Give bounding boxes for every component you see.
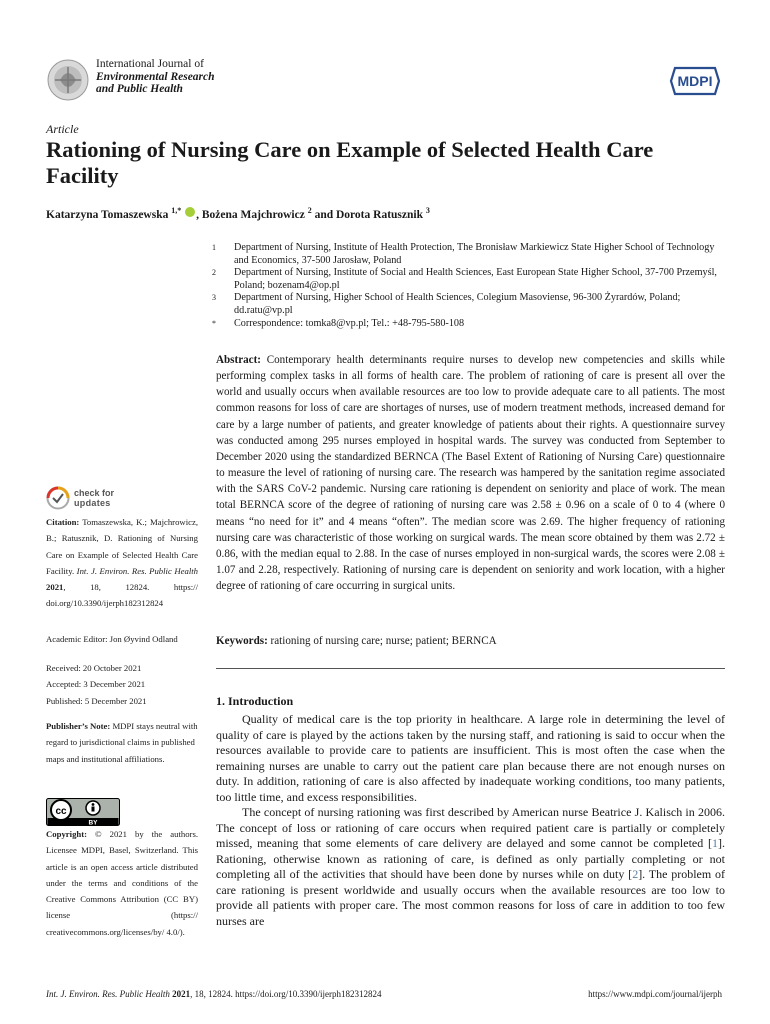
section-divider	[216, 668, 725, 669]
footer-year: 2021	[169, 989, 191, 999]
affiliation-mark: 3	[212, 293, 216, 303]
author-name[interactable]: Dorota Ratusznik	[335, 208, 423, 221]
affiliation-mark: 1	[212, 243, 216, 252]
correspondence-text: Correspondence: tomka8@vp.pl; Tel.: +48-795-580-108	[234, 317, 465, 329]
copyright-text: © 2021 by the authors. Licensee MDPI, Basel, Switzerland. This article is an open access article distributed under the terms and conditions of the Creative Commons Attribution (CC BY) license (https:// creativecommons.org/licenses/by/ 4.0/).	[46, 829, 198, 937]
citation-doi[interactable]: , 18, 12824. https:// doi.org/10.3390/ijerph182312824	[46, 582, 198, 609]
check-for-updates-button[interactable]	[46, 486, 166, 512]
cc-label: BY	[88, 819, 98, 826]
check-updates-icon	[46, 486, 70, 510]
affiliation-text: Department of Nursing, Institute of Health Protection, The Bronisław Markiewicz State Higher School of Technology and Economics, 37-500 Jarosław, Poland	[234, 242, 715, 266]
copyright-notice	[46, 826, 198, 940]
affiliation-text: Department of Nursing, Institute of Social and Health Sciences, East European State Higher School, 37-700 Przemyśl, Poland; bozenam4@op.pl	[234, 267, 717, 291]
article-type: Article	[46, 122, 79, 136]
introduction-body	[216, 712, 725, 929]
author-name[interactable]: Bożena Majchrowicz	[201, 208, 305, 221]
affiliation-item	[212, 292, 727, 317]
keywords	[216, 634, 725, 649]
paragraph	[216, 805, 725, 929]
check-line2: updates	[74, 498, 111, 508]
paragraph-text: The concept of nursing rationing was first described by American nurse Beatrice J. Kalisch in 2006. The concept of loss or rationing of care occurs when required patient care is partially or completely missed, meaning that some elements of care delivery are delayed and some cannot be completed [	[216, 805, 725, 850]
mdpi-logo	[669, 64, 721, 98]
publication-dates	[46, 660, 198, 709]
published-date: Published: 5 December 2021	[46, 695, 147, 706]
paragraph-text: ]. Rationing, otherwise known as rationing of care, is defined as only partially completing or not completing all of the activities that should have been done by nurses while on duty [	[216, 836, 725, 881]
author-affil-mark: 3	[425, 206, 430, 215]
journal-name	[96, 58, 215, 96]
svg-text:cc: cc	[55, 806, 67, 817]
check-line1: check for	[74, 488, 115, 498]
journal-name-line1: International Journal of	[96, 58, 204, 70]
article-title: Rationing of Nursing Care on Example of Selected Health Care Facility	[46, 137, 654, 188]
journal-logo	[46, 58, 90, 102]
citation-ref-link[interactable]: 1	[712, 836, 718, 850]
affiliation-mark: 2	[212, 268, 216, 278]
affiliation-item	[212, 318, 727, 331]
citation-ref-link[interactable]: 2	[632, 867, 639, 881]
affiliation-item	[212, 242, 727, 267]
received-date: Received: 20 October 2021	[46, 663, 142, 673]
cc-by-license-badge[interactable]	[46, 798, 120, 826]
publisher-note-text: MDPI stays neutral with regard to jurisdictional claims in published maps and institutional affiliations.	[46, 721, 198, 764]
abstract	[216, 352, 725, 594]
citation-year: 2021	[46, 582, 64, 593]
section-heading-introduction: 1. Introduction	[216, 694, 294, 708]
mdpi-logo-text: MDPI	[677, 73, 713, 89]
citation-text: Tomaszewska, K.; Majchrowicz, B.; Ratusznik, D. Rationing of Nursing Care on Example of Selected Health Care Facility.	[46, 517, 198, 576]
keywords-text: rationing of nursing care; nurse; patient; BERNCA	[267, 635, 497, 647]
abstract-text: Contemporary health determinants require nurses to develop new competencies and skills while performing complex tasks in all forms of health care. The problem of rationing of care is present all over the world and usually occurs when available resources are too low to provide adequate care to all patients. The most common reasons for loss of care are shortages of nurses, use of modern treatment methods, increased demand for care by a large number of patients, and greater knowledge of patients about their rights. A questionnaire survey was conducted among 295 nurses employed in hospital wards. The survey was conducted from September to December 2020 using the standardized BERNCA (The Basel Extent of Rationing of Nursing Care) questionnaire to measure the level of rationing of nursing care. The research was hampered by the sanitation regime associated with the SARS CoV-2 pandemic. Nursing care rationing is dependent on seniority and place of work. The mean total BERNCA score of the degree of rationing of nursing care was 2.58 ± 0.96 on a scale of 0 to 4 (where 0 means “no need for it” and 4 means “often”. The median score was 2.69. The higher frequency of rationing nursing care was characteristic of those working on surgical wards. The mean score obtained by them was 2.72 ± 0.86, with the median equal to 2.88. In the case of nurses employed in non-surgical wards, the scores were 2.08 ± 1.07 and 2.28, respectively. Rationing of nursing care is dependent on seniority and work location, with a higher degree of rationing of care occurring in surgical units.	[216, 354, 725, 593]
paragraph: Quality of medical care is the top priority in healthcare. A large role in determining the level of quality of care is played by the actions taken by the nursing staff, and rationing is said to occur when the resources available to provide care to patients are insufficient. This is most often the case when the remaining nurses are unable to carry out the patient care plan because there are not enough nurses on duty. In addition, rationing of care is also affected by inadequate working conditions, too many patients, too little time, and excess responsibilities.	[216, 712, 725, 804]
paragraph-text: ]. The problem of care rationing is present worldwide and usually occurs when the available resources are too low to provide all patients with proper care. The most common reasons for loss of care in addition to too few nurses are	[216, 867, 725, 928]
publisher-note-label: Publisher’s Note:	[46, 721, 111, 731]
journal-name-line3: and Public Health	[96, 83, 183, 95]
author-name[interactable]: Katarzyna Tomaszewska	[46, 208, 169, 221]
footer-journal: Int. J. Environ. Res. Public Health	[46, 989, 170, 999]
author-list	[46, 206, 726, 221]
abstract-label: Abstract:	[216, 354, 261, 366]
footer-doi[interactable]: , 18, 12824. https://doi.org/10.3390/ijerph182312824	[190, 989, 382, 999]
footer-citation	[46, 989, 381, 999]
orcid-icon[interactable]	[185, 207, 195, 217]
affiliation-text: Department of Nursing, Higher School of Health Sciences, Colegium Masoviense, 96-300 Żyrardów, Poland; dd.ratu@vp.pl	[234, 292, 681, 316]
affiliation-mark: *	[212, 318, 216, 328]
academic-editor: Academic Editor: Jon Øyvind Odland	[46, 634, 178, 644]
citation-journal: Int. J. Environ. Res. Public Health	[76, 565, 198, 576]
accepted-date: Accepted: 3 December 2021	[46, 679, 146, 690]
copyright-label: Copyright:	[46, 829, 88, 839]
affiliation-list	[212, 242, 727, 330]
affiliation-item	[212, 267, 727, 292]
author-separator: and	[311, 208, 336, 221]
footer-journal-url[interactable]: https://www.mdpi.com/journal/ijerph	[588, 989, 722, 999]
journal-name-line2: Environmental Research	[96, 70, 215, 83]
author-affil-mark: 1,*	[171, 206, 182, 215]
author-separator: ,	[196, 208, 202, 221]
publisher-note	[46, 718, 198, 767]
keywords-label: Keywords:	[216, 635, 268, 647]
citation-block	[46, 514, 198, 612]
citation-label: Citation:	[46, 517, 80, 527]
author-affil-mark: 2	[307, 206, 312, 215]
